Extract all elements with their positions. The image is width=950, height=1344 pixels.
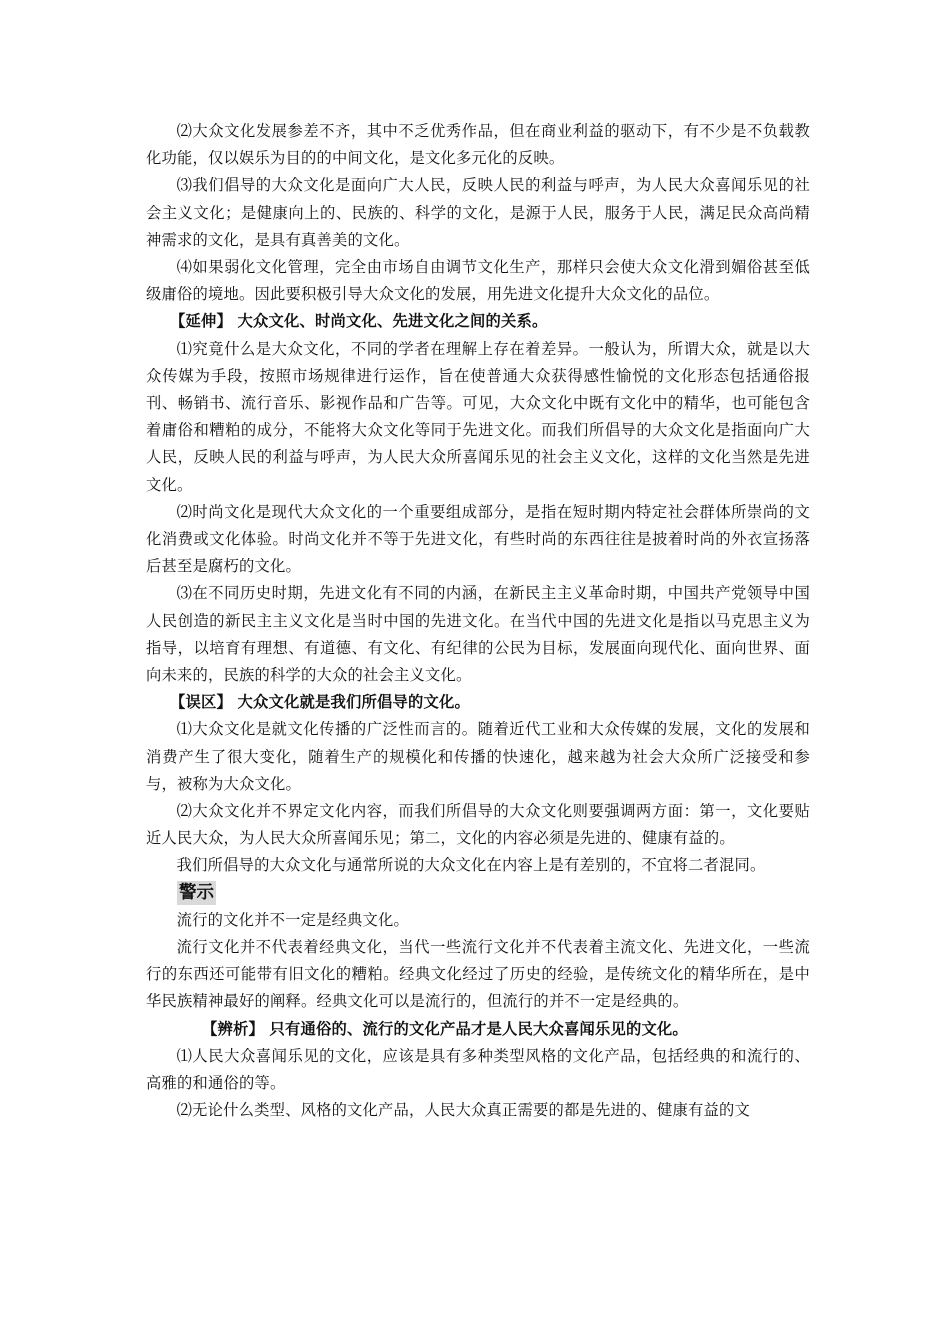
paragraph: ⑵大众文化并不界定文化内容，而我们所倡导的大众文化则要强调两方面：第一，文化要贴近人民大众，为人民大众所喜闻乐见；第二，文化的内容必须是先进的、健康有益的。 [146, 802, 810, 848]
paragraph: ⑵时尚文化是现代大众文化的一个重要组成部分，是指在短时期内特定社会群体所崇尚的文化消费或文化体验。时尚文化并不等于先进文化，有些时尚的东西往往是披着时尚的外衣宣扬落后甚至是腐朽的文化。 [146, 502, 810, 576]
misconception-heading: 【误区】 大众文化就是我们所倡导的文化。 [170, 693, 470, 712]
paragraph: ⑴人民大众喜闻乐见的文化，应该是具有多种类型风格的文化产品，包括经典的和流行的、高雅的和通俗的等。 [146, 1046, 810, 1093]
paragraph: ⑵大众文化发展参差不齐，其中不乏优秀作品，但在商业利益的驱动下，有不少是不负载教化功能，仅以娱乐为目的的中间文化，是文化多元化的反映。 [146, 122, 810, 168]
paragraph: 流行文化并不代表着经典文化，当代一些流行文化并不代表着主流文化、先进文化，一些流行的东西还可能带有旧文化的糟粕。经典文化经过了历史的经验，是传统文化的精华所在，是中华民族精神最好的阐释。经典文化可以是流行的，但流行的并不一定是经典的。 [146, 938, 810, 1011]
document-page [146, 118, 810, 1125]
paragraph: ⑶在不同历史时期，先进文化有不同的内涵，在新民主主义革命时期，中国共产党领导中国人民创造的新民主主义文化是当时中国的先进文化。在当代中国的先进文化是指以马克思主义为指导，以培育有理想、有道德、有文化、有纪律的公民为目标，发展面向现代化、面向世界、面向未来的，民族的科学的大众的社会主义文化。 [146, 584, 810, 685]
paragraph: ⑷如果弱化文化管理，完全由市场自由调节文化生产，那样只会使大众文化滑到媚俗甚至低级庸俗的境地。因此要积极引导大众文化的发展，用先进文化提升大众文化的品位。 [146, 258, 810, 304]
paragraph: ⑴究竟什么是大众文化，不同的学者在理解上存在着差异。一般认为，所谓大众，就是以大众传媒为手段，按照市场规律进行运作，旨在使普通大众获得感性愉悦的文化形态包括通俗报刊、畅销书、流行音乐、影视作品和广告等。可见，大众文化中既有文化中的精华，也可能包含着庸俗和糟粕的成分，不能将大众文化等同于先进文化。而我们所倡导的大众文化是指面向广大人民，反映人民的利益与呼声，为人民大众所喜闻乐见的社会主义文化，这样的文化当然是先进文化。 [146, 339, 810, 494]
warning-label: 警示 [179, 883, 214, 904]
paragraph: ⑶我们倡导的大众文化是面向广大人民，反映人民的利益与呼声，为人民大众喜闻乐见的社会主义文化；是健康向上的、民族的、科学的文化，是源于人民，服务于人民，满足民众高尚精神需求的文化，是具有真善美的文化。 [146, 176, 810, 249]
paragraph: ⑴大众文化是就文化传播的广泛性而言的。随着近代工业和大众传媒的发展，文化的发展和消费产生了很大变化，随着生产的规模化和传播的快速化，越来越为社会大众所广泛接受和参与，被称为大众文化。 [146, 720, 810, 793]
paragraph: ⑵无论什么类型、风格的文化产品，人民大众真正需要的都是先进的、健康有益的文 [176, 1101, 750, 1120]
paragraph: 我们所倡导的大众文化与通常所说的大众文化在内容上是有差别的，不宜将二者混同。 [176, 856, 766, 875]
extension-heading: 【延伸】 大众文化、时尚文化、先进文化之间的关系。 [170, 312, 548, 331]
analysis-heading: 【辨析】 只有通俗的、流行的文化产品才是人民大众喜闻乐见的文化。 [202, 1019, 688, 1038]
paragraph: 流行的文化并不一定是经典文化。 [176, 910, 410, 929]
warning-label-row [146, 880, 810, 907]
